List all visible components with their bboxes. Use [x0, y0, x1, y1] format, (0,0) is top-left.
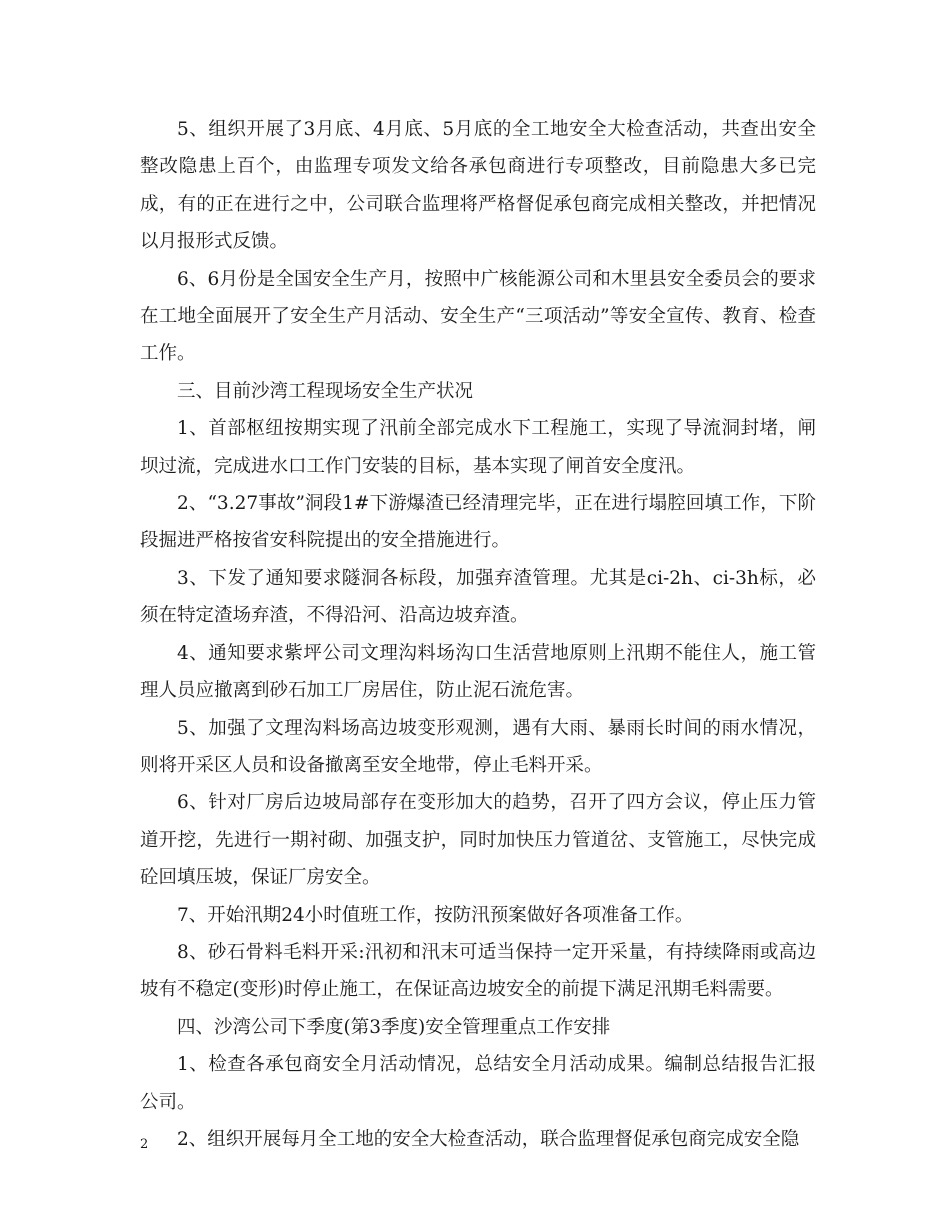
paragraph-status-item-5: 5、加强了文理沟料场高边坡变形观测，遇有大雨、暴雨长时间的雨水情况，则将开采区人员和设备撤离至安全地带，停止毛料开采。: [140, 717, 816, 776]
paragraph-status-item-8: 8、砂石骨料毛料开采:汛初和汛末可适当保持一定开采量，有持续降雨或高边坡有不稳定(变形)时停止施工，在保证高边坡安全的前提下满足汛期毛料需要。: [140, 941, 816, 1001]
paragraph-plan-item-2: 2、组织开展每月全工地的安全大检查活动，联合监理督促承包商完成安全隐: [177, 1128, 800, 1150]
paragraph-status-item-4: 4、通知要求紫坪公司文理沟料场沟口生活营地原则上汛期不能住人，施工管理人员应撤离到砂石加工厂房居住，防止泥石流危害。: [140, 642, 816, 702]
paragraph-status-item-2: 2、“3.27事故”洞段1#下游爆渣已经清理完毕，正在进行塌腔回填工作，下阶段掘进严格按省安科院提出的安全措施进行。: [140, 493, 816, 552]
document-body: [140, 111, 816, 1158]
section-heading-current-status: 三、目前沙湾工程现场安全生产状况: [177, 380, 474, 402]
paragraph-status-item-3: 3、下发了通知要求隧洞各标段，加强弃渣管理。尤其是ci-2h、ci-3h标，必须在特定渣场弃渣，不得沿河、沿高边坡弃渣。: [140, 567, 816, 627]
paragraph-status-item-6: 6、针对厂房后边坡局部存在变形加大的趋势，召开了四方会议，停止压力管道开挖，先进行一期衬砌、加强支护，同时加快压力管道岔、支管施工，尽快完成砼回填压坡，保证厂房安全。: [140, 792, 816, 889]
section-heading-next-quarter: 四、沙湾公司下季度(第3季度)安全管理重点工作安排: [177, 1016, 611, 1038]
paragraph-inspection-activities: 5、组织开展了3月底、4月底、5月底的全工地安全大检查活动，共查出安全整改隐患上百个，由监理专项发文给各承包商进行专项整改，目前隐患大多已完成，有的正在进行之中，公司联合监理将严格督促承包商完成相关整改，并把情况以月报形式反馈。: [140, 119, 816, 253]
paragraph-plan-item-1: 1、检查各承包商安全月活动情况，总结安全月活动成果。编制总结报告汇报公司。: [140, 1054, 816, 1113]
page-number: 2: [140, 1137, 149, 1152]
paragraph-status-item-7: 7、开始汛期24小时值班工作，按防汛预案做好各项准备工作。: [177, 904, 694, 926]
paragraph-status-item-1: 1、首部枢纽按期实现了汛前全部完成水下工程施工，实现了导流洞封堵，闸坝过流，完成进水口工作门安装的目标，基本实现了闸首安全度汛。: [140, 418, 816, 477]
paragraph-safety-month: 6、6月份是全国安全生产月，按照中广核能源公司和木里县安全委员会的要求在工地全面展开了安全生产月活动、安全生产“三项活动”等安全宣传、教育、检查工作。: [140, 268, 816, 365]
